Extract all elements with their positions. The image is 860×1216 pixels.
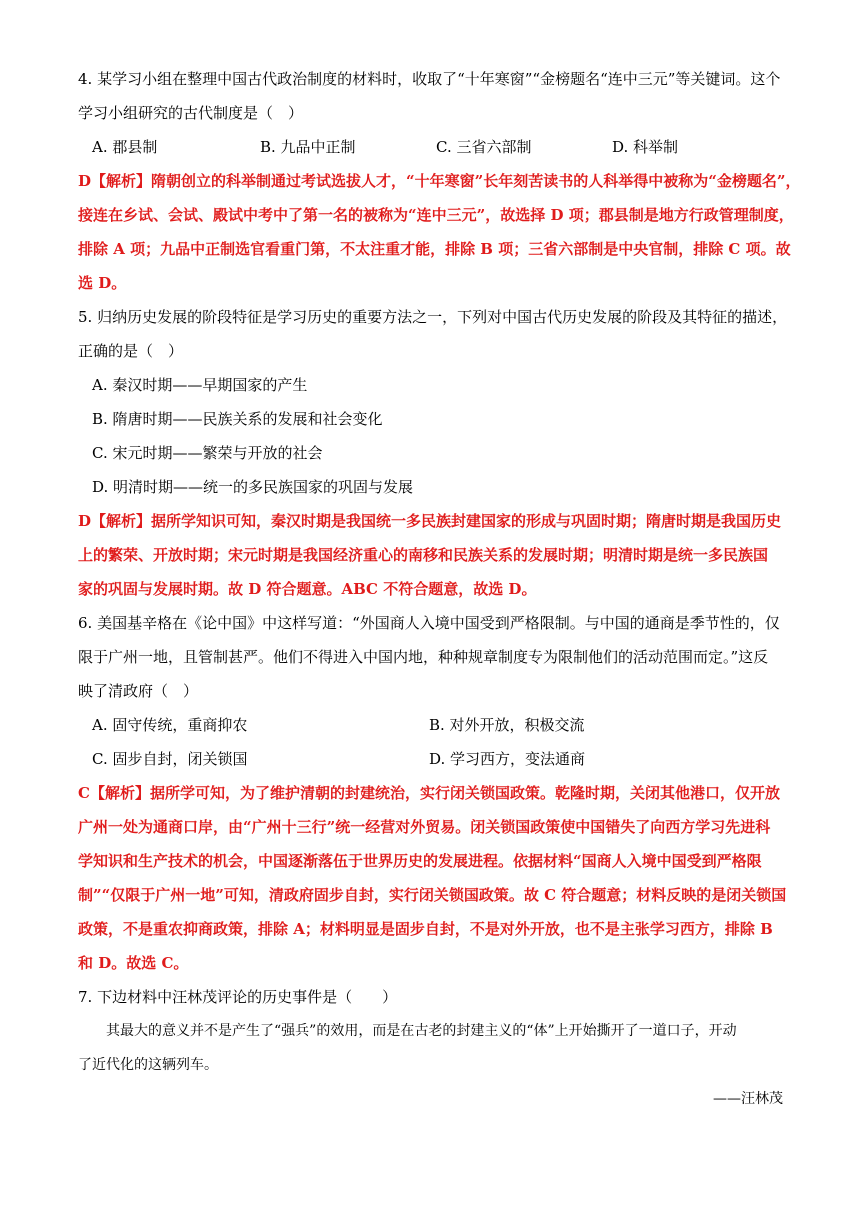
q6-options-row2	[78, 742, 783, 776]
q6-stem-line3: 映了清政府（ ）	[78, 682, 199, 700]
q7-quote-line1: 其最大的意义并不是产生了“强兵”的效用，而是在古老的封建主义的“体”上开始撕开了一道口子，开动	[106, 1023, 737, 1039]
q4-stem-line1: 4. 某学习小组在整理中国古代政治制度的材料时，收取了“十年寒窗”“金榜题名“连中三元”等关键词。这个	[78, 70, 781, 88]
q4-answer-line3: 排除 A 项；九品中正制选官看重门第，不太注重才能，排除 B 项；三省六部制是中央官制，排除 C 项。故	[78, 240, 791, 258]
q5-option-b: B. 隋唐时期——民族关系的发展和社会变化	[92, 410, 383, 428]
q5-answer-line1: D【解析】据所学知识可知，秦汉时期是我国统一多民族封建国家的形成与巩固时期；隋唐时期是我国历史	[78, 512, 782, 530]
q4-option-d: D. 科举制	[612, 138, 679, 156]
q6-stem-line1: 6. 美国基辛格在《论中国》中这样写道：“外国商人入境中国受到严格限制。与中国的通商是季节性的，仅	[78, 614, 780, 632]
q5-answer-line2: 上的繁荣、开放时期；宋元时期是我国经济重心的南移和民族关系的发展时期；明清时期是统一多民族国	[78, 546, 769, 564]
q6-stem-line2: 限于广州一地，且管制甚严。他们不得进入中国内地，种种规章制度专为限制他们的活动范围而定。”这反	[78, 648, 769, 666]
q4-answer-line2: 接连在乡试、会试、殿试中考中了第一名的被称为“连中三元”，故选择 D 项；郡县制是地方行政管理制度，	[78, 206, 794, 224]
q6-option-c: C. 固步自封，闭关锁国	[92, 750, 248, 768]
q6-option-b: B. 对外开放，积极交流	[429, 716, 585, 734]
q7-stem-line1: 7. 下边材料中汪林茂评论的历史事件是（ ）	[78, 988, 398, 1006]
q6-option-d: D. 学习西方，变法通商	[429, 750, 586, 768]
q6-answer-line5: 政策，不是重农抑商政策，排除 A；材料明显是固步自封，不是对外开放，也不是主张学习西方，排除 B	[78, 920, 773, 938]
q4-option-c: C. 三省六部制	[436, 138, 532, 156]
q5-stem-line1: 5. 归纳历史发展的阶段特征是学习历史的重要方法之一，下列对中国古代历史发展的阶段及其特征的描述，	[78, 308, 788, 326]
q6-options-row1	[78, 708, 783, 742]
q5-answer-line3: 家的巩固与发展时期。故 D 符合题意。ABC 不符合题意，故选 D。	[78, 580, 537, 598]
q6-option-a: A. 固守传统，重商抑农	[92, 716, 248, 734]
q6-answer-line6: 和 D。故选 C。	[78, 954, 189, 972]
q4-option-a: A. 郡县制	[92, 138, 158, 156]
q6-answer-line3: 学知识和生产技术的机会，中国逐渐落伍于世界历史的发展进程。依据材料“国商人入境中国受到严格限	[78, 852, 762, 870]
q6-answer-line4: 制”“仅限于广州一地”可知，清政府固步自封，实行闭关锁国政策。故 C 符合题意；材料反映的是闭关锁国	[78, 886, 787, 904]
q5-option-a: A. 秦汉时期——早期国家的产生	[92, 376, 308, 394]
q4-option-b: B. 九品中正制	[260, 138, 356, 156]
q5-option-c: C. 宋元时期——繁荣与开放的社会	[92, 444, 323, 462]
q4-options	[78, 130, 783, 164]
q4-stem-line2: 学习小组研究的古代制度是（ ）	[78, 104, 304, 122]
q6-answer-line2: 广州一处为通商口岸，由“广州十三行”统一经营对外贸易。闭关锁国政策使中国错失了向西方学习先进科	[78, 818, 771, 836]
q5-option-d: D. 明清时期——统一的多民族国家的巩固与发展	[92, 478, 414, 496]
document-page	[78, 62, 801, 1116]
q4-answer-line4: 选 D。	[78, 274, 127, 292]
q6-answer-line1: C【解析】据所学可知，为了维护清朝的封建统治，实行闭关锁国政策。乾隆时期，关闭其他港口，仅开放	[78, 784, 780, 802]
q7-quote-line2: 了近代化的这辆列车。	[78, 1057, 218, 1073]
q7-quote-source: ——汪林茂	[713, 1091, 783, 1107]
q4-answer-line1: D【解析】隋朝创立的科举制通过考试选拔人才，“十年寒窗”长年刻苦读书的人科举得中被称为“金榜题名”，	[78, 172, 801, 190]
q5-stem-line2: 正确的是（ ）	[78, 342, 184, 360]
